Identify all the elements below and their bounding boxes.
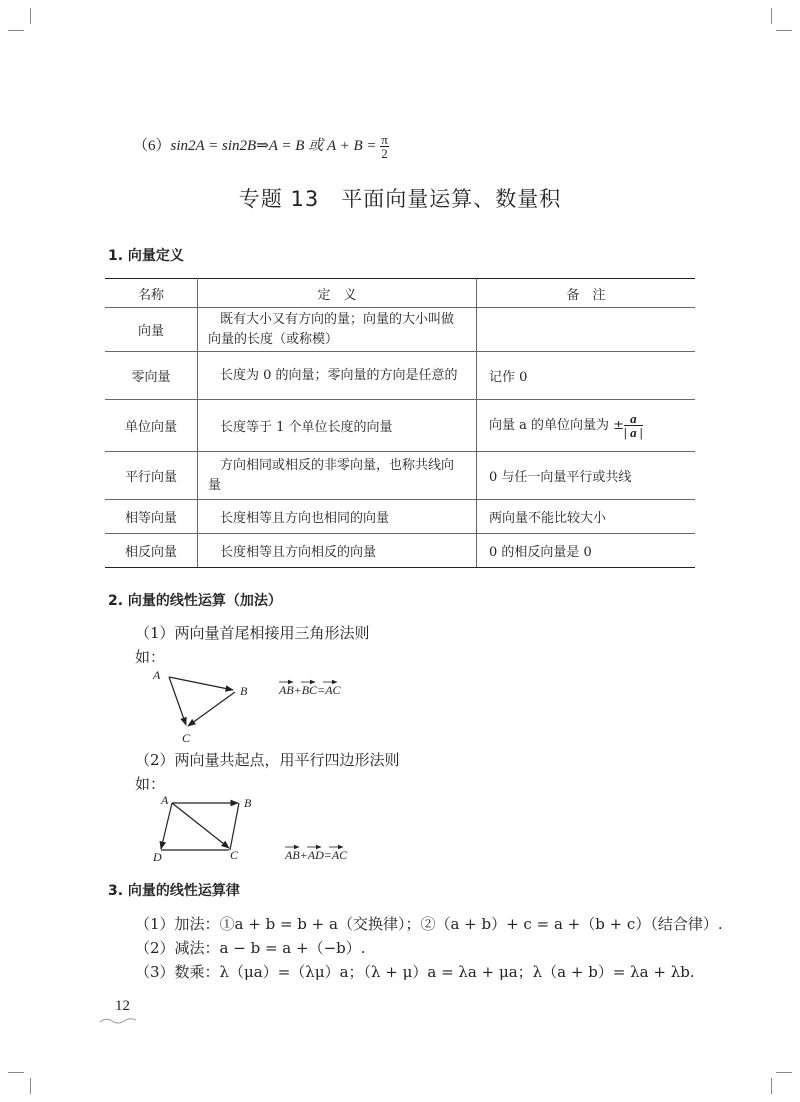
cell-definition: 方向相同或相反的非零向量，也称共线向量 [198,452,477,500]
column-header: 定 义 [198,279,477,308]
vector-sum-formula: AB+AD=AC [285,848,348,862]
point-label: A [153,668,161,682]
frac-den: 2 [381,146,388,161]
example-label: 如： [135,775,166,793]
table-row [105,400,695,452]
definition-table [105,278,695,568]
vector-sum-formula: AB+BC=AC [279,683,341,697]
point-label: B [244,796,252,810]
table-row [105,308,695,352]
section-heading: 2. 向量的线性运算（加法） [108,593,282,609]
frac-num: π [381,132,388,147]
cell-name: 平行向量 [105,452,198,500]
cell-name: 零向量 [105,352,198,400]
table-header-row [105,279,695,308]
table-row [105,352,695,400]
point-label: A [161,793,169,807]
vector-ac [172,803,229,848]
unit-vector-fraction [624,412,643,439]
cell-name: 相等向量 [105,500,198,534]
vector-bc [188,692,235,726]
cell-definition: 长度相等且方向也相同的向量 [198,500,477,534]
triangle-rule-figure [145,665,385,745]
chapter-title: 专题 13 平面向量运算、数量积 [238,187,562,211]
law-addition: （1）加法：①a + b = b + a（交换律）；②（a + b）+ c = a +（b + c）（结合律）. [135,915,723,933]
section-heading: 1. 向量定义 [108,248,184,264]
cell-note: 两向量不能比较大小 [477,500,696,534]
crop-mark [8,30,24,31]
point-label: B [240,684,248,698]
cell-name: 单位向量 [105,400,198,452]
cell-note: 记作 0 [477,352,696,400]
parallelogram-formula [284,847,348,862]
side-bc [230,803,239,850]
cell-note [477,400,696,452]
point-label: D [153,850,162,864]
crop-mark [771,8,772,24]
cell-definition: 长度相等且方向相反的向量 [198,534,477,568]
cell-name: 向量 [105,308,198,352]
section-heading: 3. 向量的线性运算律 [108,883,240,899]
pi-over-2 [380,133,389,160]
cell-definition: 长度等于 1 个单位长度的向量 [198,400,477,452]
crop-mark [30,8,31,24]
cell-note: 0 的相反向量是 0 [477,534,696,568]
rule-text: （2）两向量共起点，用平行四边形法则 [135,751,400,769]
crop-mark [776,1072,792,1073]
page-ornament [98,1016,138,1026]
column-header: 备 注 [477,279,696,308]
note-text: 向量 a 的单位向量为 ± [489,418,625,433]
column-header: 名称 [105,279,198,308]
vector-ad [161,803,172,849]
rule-text: （1）两向量首尾相接用三角形法则 [135,624,370,642]
vector-ab [169,677,233,690]
table-row [105,452,695,500]
triangle-formula [278,682,342,697]
point-label: C [182,731,191,745]
crop-mark [771,1078,772,1094]
point-label: C [230,848,239,862]
parallelogram-rule-figure [145,792,385,870]
example-label: 如： [135,648,166,666]
formula-prefix: （6） [133,137,171,154]
cell-note: 0 与任一向量平行或共线 [477,452,696,500]
cell-note [477,308,696,352]
table-row [105,500,695,534]
top-formula [133,133,389,160]
crop-mark [30,1078,31,1094]
vector-ac [169,677,186,725]
formula-body: sin2A = sin2B⇒A = B 或 A + B = [170,137,381,154]
cell-name: 相反向量 [105,534,198,568]
law-subtraction: （2）减法：a − b = a +（−b）. [135,939,366,957]
table-row [105,534,695,568]
crop-mark [8,1072,24,1073]
cell-definition: 既有大小又有方向的量；向量的大小叫做向量的长度（或称模） [198,308,477,352]
page-number: 12 [115,998,130,1014]
frac-num: a [624,412,643,426]
cell-definition: 长度为 0 的向量；零向量的方向是任意的 [198,352,477,400]
crop-mark [776,30,792,31]
law-scalar-multiplication: （3）数乘：λ（μa）=（λμ）a；（λ + μ）a = λa + μa；λ（a + b）= λa + λb. [135,963,695,981]
frac-den: | a | [624,425,643,440]
